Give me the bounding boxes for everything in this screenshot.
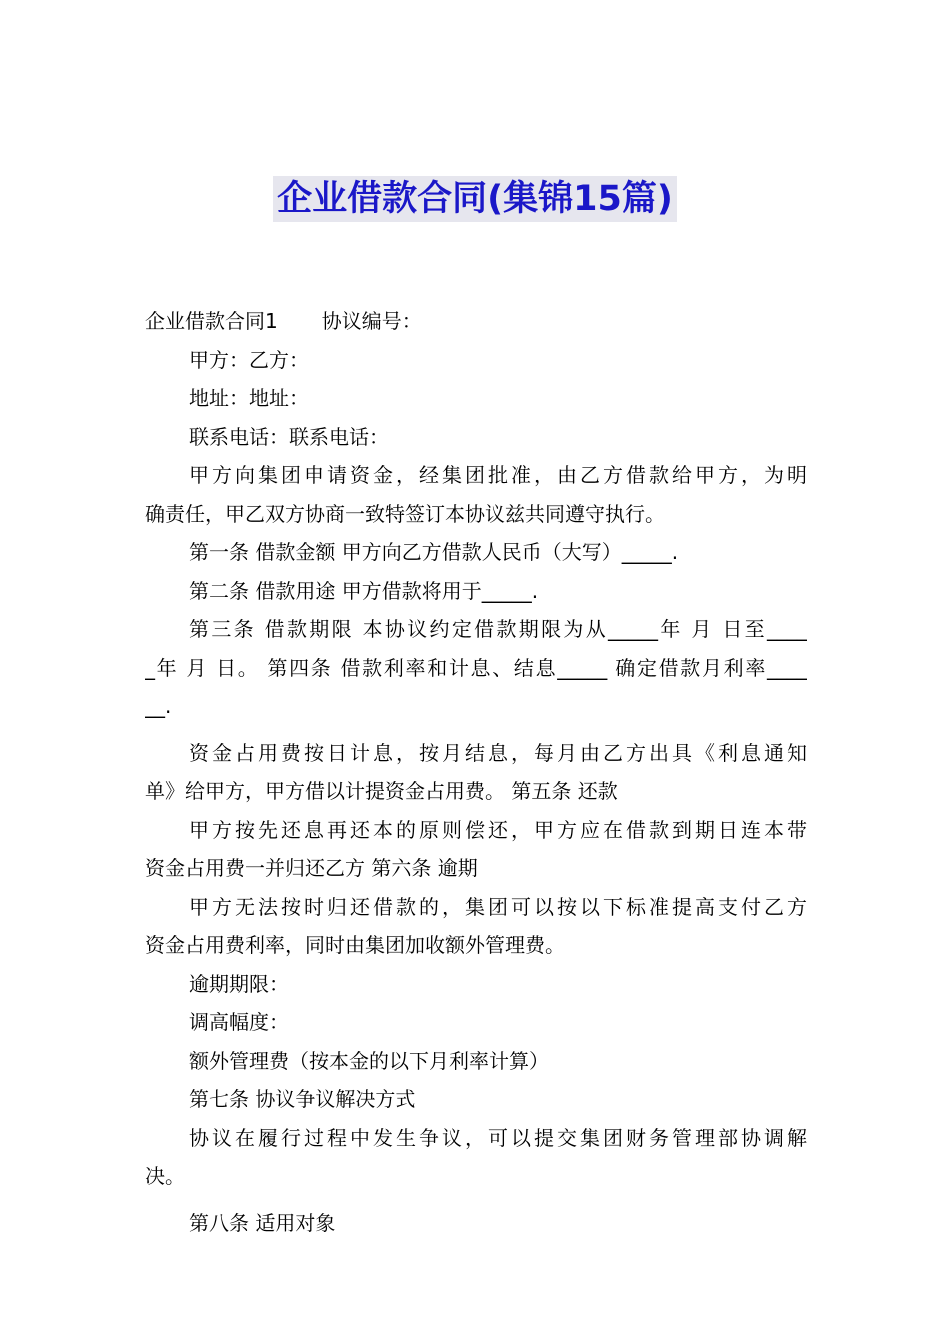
paragraph-line: 资金占用费一并归还乙方 第六条 逾期 [145,856,478,880]
paragraph-line: 资金占用费按日计息，按月结息，每月由乙方出具《利息通知 [189,740,807,765]
list-item: 调高幅度： [189,1010,289,1034]
article-line: 第三条 借款期限 本协议约定借款期限为从_____年 月 日至____ [189,617,807,641]
paragraph-line: 单》给甲方，甲方借以计提资金占用费。 第五条 还款 [145,779,618,803]
phone-line: 联系电话：联系电话： [189,424,389,449]
article-line: 第八条 适用对象 [189,1210,336,1235]
document-title: 企业借款合同(集锦15篇) [273,176,677,222]
paragraph-line: 甲方向集团申请资金，经集团批准，由乙方借款给甲方，为明 [189,463,807,487]
article-line: __. [145,694,172,718]
paragraph-line: 协议在履行过程中发生争议，可以提交集团财务管理部协调解 [189,1125,807,1150]
article-line: _年 月 日。 第四条 借款利率和计息、结息_____ 确定借款月利率____ [145,655,807,680]
address-line: 地址：地址： [189,386,309,410]
article-line: 第七条 协议争议解决方式 [189,1087,416,1111]
list-item: 逾期期限： [189,971,289,996]
contract-heading-line [145,302,807,341]
agreement-number-label: 协议编号： [321,309,422,333]
document-body [145,302,807,1242]
paragraph-line: 甲方无法按时归还借款的，集团可以按以下标准提高支付乙方 [189,894,807,919]
list-item: 额外管理费（按本金的以下月利率计算） [189,1048,549,1073]
paragraph-line: 甲方按先还息再还本的原则偿还，甲方应在借款到期日连本带 [189,817,807,842]
title-container [0,176,950,222]
contract-number-label: 企业借款合同1 [145,309,278,333]
paragraph-line: 确责任，甲乙双方协商一致特签订本协议兹共同遵守执行。 [145,501,665,526]
paragraph-line: 决。 [145,1164,185,1188]
article-line: 第二条 借款用途 甲方借款将用于_____. [189,578,539,603]
paragraph-line: 资金占用费利率，同时由集团加收额外管理费。 [145,933,565,957]
party-line: 甲方：乙方： [189,347,309,372]
article-line: 第一条 借款金额 甲方向乙方借款人民币（大写）_____. [189,540,679,564]
